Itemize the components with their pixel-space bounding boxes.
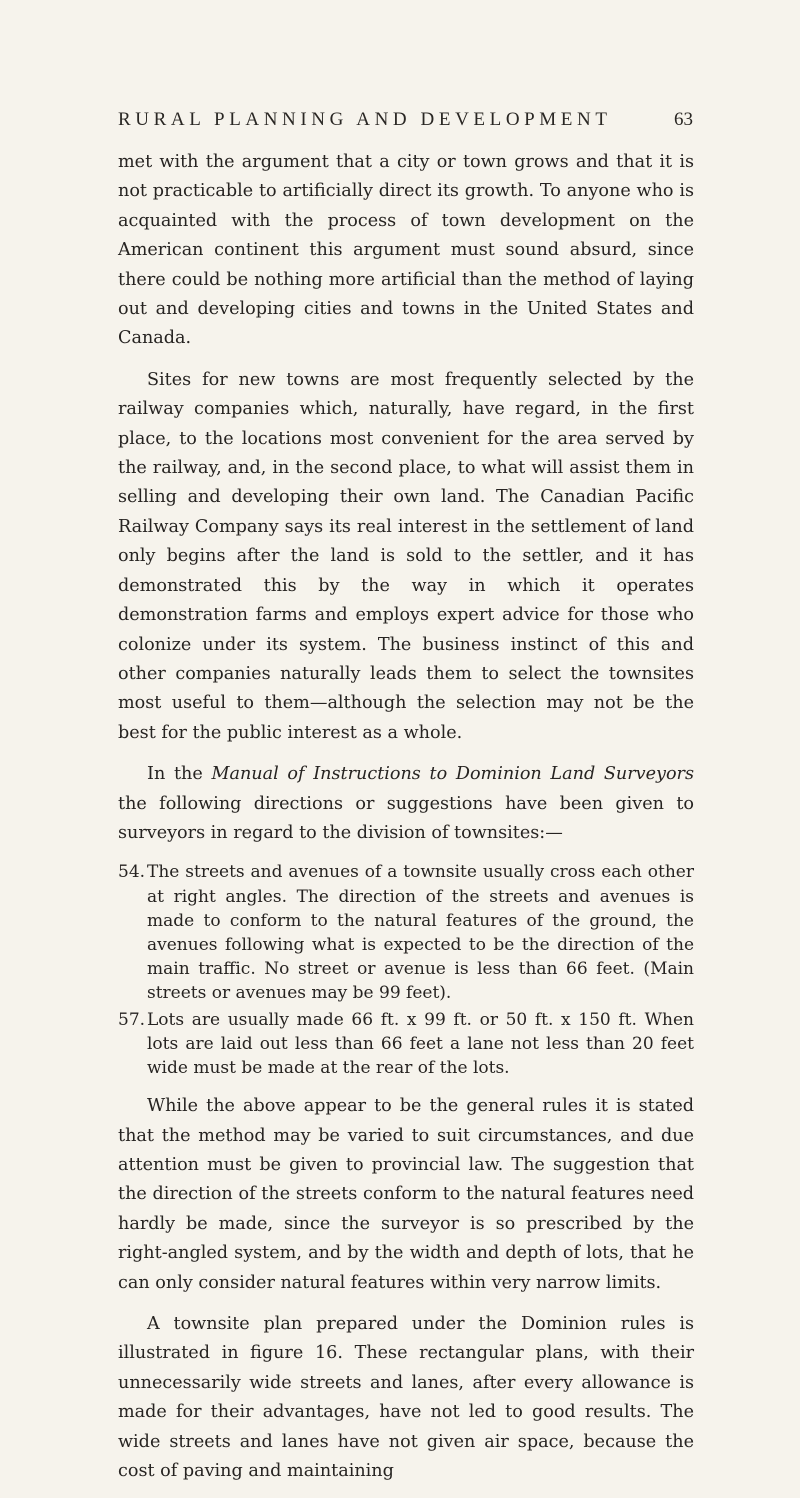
item-text: The streets and avenues of a townsite usually cross each other at right angles. The direction of the streets and avenues is made to conform to the natural features of the ground, the avenues following what is expected to be the direction of the main traffic. No street or avenue is less than 66 feet. (Main streets or avenues may be 99 feet).: [147, 862, 694, 1004]
paragraph: Sites for new towns are most frequently selected by the railway companies which, naturally, have regard, in the first place, to the locations most convenient for the area served by the railway, and, in the second place, to what will assist them in selling and developing their own land. The Canadian Pacific Railway Company says its real interest in the settlement of land only begins after the land is sold to the settler, and it has demonstrated this by the way in which it operates demonstration farms and employs expert advice for those who colonize under its system. The business instinct of this and other companies naturally leads them to select the townsites most useful to them—although the selection may not be the best for the public interest as a whole.: [118, 369, 694, 743]
running-header: [118, 105, 693, 135]
paragraph: A townsite plan prepared under the Dominion rules is illustrated in figure 16. These rectangular plans, with their unnecessarily wide streets and lanes, after every allowance is made for their advantages, have not led to good results. The wide streets and lanes have not given air space, because the cost of paving and maintaining: [118, 1314, 694, 1482]
item-text: Lots are usually made 66 ft. x 99 ft. or 50 ft. x 150 ft. When lots are laid out less than 66 feet a lane not less than 20 feet wide must be made at the rear of the lots.: [147, 1009, 694, 1078]
rules-list: [118, 860, 694, 1080]
list-item: [118, 1008, 694, 1081]
item-number: 57.: [118, 1009, 146, 1030]
page-number: 63: [674, 109, 693, 130]
running-title: RURAL PLANNING AND DEVELOPMENT: [118, 109, 612, 130]
page-body: [118, 148, 694, 1498]
list-item: [118, 860, 694, 1005]
paragraph: met with the argument that a city or town grows and that it is not practicable to artificially direct its growth. To anyone who is acquainted with the process of town development on the American continent this argument must sound absurd, since there could be nothing more artificial than the method of laying out and developing cities and towns in the United States and Canada.: [118, 152, 694, 349]
book-title: Manual of Instructions to Dominion Land Surveyors: [211, 764, 694, 785]
paragraph-manual: [118, 760, 694, 848]
item-number: 54.: [118, 862, 146, 883]
paragraph-text: In the: [147, 764, 212, 785]
paragraph: While the above appear to be the general rules it is stated that the method may be varied to suit circumstances, and due attention must be given to provincial law. The suggestion that the direction of the streets conform to the natural features need hardly be made, since the surveyor is so prescribed by the right-angled system, and by the width and depth of lots, that he can only consider natural features within very narrow limits.: [118, 1096, 694, 1293]
paragraph-text: the following directions or suggestions have been given to surveyors in regard to the division of townsites:—: [118, 793, 694, 843]
